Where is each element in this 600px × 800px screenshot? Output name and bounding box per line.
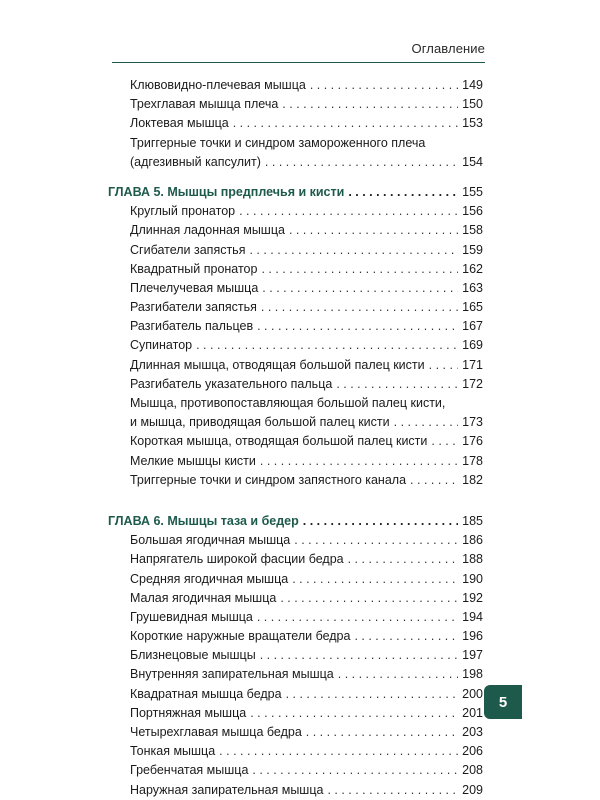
- entry-page-number: 208: [462, 763, 483, 778]
- dot-leader: [306, 723, 458, 742]
- toc-entry[interactable]: [108, 202, 483, 221]
- dot-leader: [261, 298, 458, 317]
- entry-page-number: 149: [462, 78, 483, 92]
- entry-title: Длинная мышца, отводящая большой палец кисти: [130, 357, 425, 372]
- entry-title: Напрягатель широкой фасции бедра: [130, 552, 344, 567]
- dot-leader: [257, 608, 458, 627]
- entry-title: Мелкие мышцы кисти: [130, 453, 256, 468]
- page-number-badge: 5: [484, 685, 522, 719]
- entry-title: (адгезивный капсулит): [130, 154, 261, 169]
- entry-title: Близнецовые мышцы: [130, 648, 256, 663]
- entry-page-number: 201: [462, 705, 483, 720]
- dot-leader: [336, 375, 458, 394]
- dot-leader: [252, 761, 458, 780]
- toc-entry[interactable]: [108, 279, 483, 298]
- entry-title: Разгибатели запястья: [130, 300, 257, 315]
- entry-title: Квадратная мышца бедра: [130, 686, 282, 701]
- entry-page-number: 156: [462, 204, 483, 219]
- entry-title: Малая ягодичная мышца: [130, 590, 277, 605]
- toc-entry[interactable]: [108, 76, 483, 95]
- dot-leader: [282, 95, 458, 114]
- toc-entry[interactable]: [108, 742, 483, 761]
- entry-page-number: 186: [462, 533, 483, 548]
- entry-page-number: 196: [462, 629, 483, 644]
- entry-page-number: 169: [462, 338, 483, 353]
- entry-title: Грушевидная мышца: [130, 609, 253, 624]
- dot-leader: [265, 153, 458, 172]
- toc-entry[interactable]: [108, 646, 483, 665]
- dot-leader: [249, 241, 458, 260]
- entry-title: и мышца, приводящая большой палец кисти: [130, 415, 390, 430]
- entry-title: Локтевая мышца: [130, 116, 229, 131]
- entry-page-number: 171: [462, 357, 483, 372]
- entry-page-number: 176: [462, 434, 483, 449]
- chapter-heading[interactable]: [108, 183, 483, 202]
- toc-entry[interactable]: [108, 375, 483, 394]
- entry-title: Разгибатель пальцев: [130, 319, 254, 334]
- dot-leader: [294, 531, 458, 550]
- toc-entry[interactable]: [108, 589, 483, 608]
- toc-entry[interactable]: [108, 95, 483, 114]
- header-rule: [112, 62, 485, 63]
- toc-entry[interactable]: [108, 608, 483, 627]
- toc-entry[interactable]: [108, 221, 483, 240]
- entry-page-number: 159: [462, 242, 483, 257]
- dot-leader: [429, 356, 459, 375]
- entry-page-number: 206: [462, 744, 483, 759]
- dot-leader: [262, 279, 458, 298]
- entry-title: Сгибатели запястья: [130, 242, 246, 257]
- toc-entry[interactable]: [108, 114, 483, 133]
- entry-title: Портняжная мышца: [130, 705, 247, 720]
- entry-title: Триггерные точки и синдром замороженного плеча: [130, 135, 426, 150]
- dot-leader: [233, 114, 458, 133]
- dot-leader: [310, 76, 458, 95]
- entry-page-number: 198: [462, 667, 483, 682]
- entry-title: Большая ягодичная мышца: [130, 533, 291, 548]
- entry-title: Триггерные точки и синдром запястного канала: [130, 472, 407, 487]
- entry-page-number: 178: [462, 453, 483, 468]
- dot-leader: [348, 550, 459, 569]
- toc-entry[interactable]: [108, 761, 483, 780]
- toc-entry[interactable]: [108, 336, 483, 355]
- entry-page-number: 197: [462, 648, 483, 663]
- toc-entry[interactable]: [108, 432, 483, 451]
- entry-page-number: 200: [462, 686, 483, 701]
- dot-leader: [354, 627, 458, 646]
- toc-entry[interactable]: [108, 356, 483, 375]
- entry-page-number: 163: [462, 280, 483, 295]
- toc-entry[interactable]: [108, 241, 483, 260]
- toc-entry[interactable]: [108, 531, 483, 550]
- entry-title: Средняя ягодичная мышца: [130, 571, 289, 586]
- dot-leader: [394, 413, 459, 432]
- entry-page-number: 162: [462, 261, 483, 276]
- toc-entry[interactable]: [108, 627, 483, 646]
- entry-page-number: 188: [462, 552, 483, 567]
- entry-page-number: 158: [462, 223, 483, 238]
- entry-title: Тонкая мышца: [130, 744, 216, 759]
- dot-leader: [261, 260, 458, 279]
- dot-leader: [260, 452, 458, 471]
- entry-page-number: 194: [462, 609, 483, 624]
- entry-page-number: 185: [462, 513, 483, 528]
- entry-page-number: 150: [462, 97, 483, 112]
- entry-title: Гребенчатая мышца: [130, 763, 249, 778]
- dot-leader: [348, 183, 458, 202]
- toc-entry[interactable]: [108, 723, 483, 742]
- dot-leader: [327, 781, 458, 800]
- dot-leader: [410, 471, 458, 490]
- dot-leader: [257, 317, 458, 336]
- section-gap: [108, 172, 483, 183]
- table-of-contents: [108, 76, 483, 800]
- dot-leader: [196, 336, 458, 355]
- dot-leader: [431, 432, 458, 451]
- toc-entry[interactable]: [108, 570, 483, 589]
- entry-page-number: 182: [462, 472, 483, 487]
- toc-entry[interactable]: [108, 685, 483, 704]
- toc-entry[interactable]: [108, 298, 483, 317]
- toc-entry[interactable]: [108, 781, 483, 800]
- dot-leader: [219, 742, 458, 761]
- entry-title: Клювовидно-плечевая мышца: [130, 78, 306, 92]
- entry-page-number: 190: [462, 571, 483, 586]
- entry-title: Супинатор: [130, 338, 193, 353]
- entry-page-number: 173: [462, 415, 483, 430]
- dot-leader: [289, 221, 458, 240]
- entry-title: ГЛАВА 6. Мышцы таза и бедер: [108, 513, 299, 528]
- dot-leader: [280, 589, 458, 608]
- entry-title: Короткая мышца, отводящая большой палец кисти: [130, 434, 428, 449]
- toc-entry[interactable]: [108, 153, 483, 172]
- toc-entry[interactable]: [108, 471, 483, 490]
- entry-page-number: 203: [462, 725, 483, 739]
- entry-title: Разгибатель указательного пальца: [130, 376, 333, 391]
- toc-entry[interactable]: [108, 704, 483, 723]
- toc-entry[interactable]: [108, 452, 483, 471]
- dot-leader: [239, 202, 458, 221]
- toc-entry[interactable]: [108, 413, 483, 432]
- dot-leader: [260, 646, 458, 665]
- running-head: Оглавление: [411, 41, 485, 56]
- entry-title: Четырехглавая мышца бедра: [130, 725, 302, 739]
- dot-leader: [338, 665, 458, 684]
- entry-title: Длинная ладонная мышца: [130, 223, 285, 238]
- toc-entry[interactable]: [108, 550, 483, 569]
- entry-page-number: 155: [462, 184, 483, 199]
- entry-title: Квадратный пронатор: [130, 261, 258, 276]
- entry-page-number: 209: [462, 782, 483, 797]
- entry-page-number: 172: [462, 376, 483, 391]
- entry-title: ГЛАВА 5. Мышцы предплечья и кисти: [108, 184, 345, 199]
- entry-title: Круглый пронатор: [130, 204, 236, 219]
- section-gap: [108, 490, 483, 512]
- entry-title: Наружная запирательная мышца: [130, 782, 324, 797]
- entry-title: Короткие наружные вращатели бедра: [130, 629, 351, 644]
- dot-leader: [286, 685, 459, 704]
- entry-title: Внутренняя запирательная мышца: [130, 667, 334, 682]
- entry-page-number: 192: [462, 590, 483, 605]
- entry-page-number: 167: [462, 319, 483, 334]
- chapter-heading[interactable]: [108, 512, 483, 531]
- entry-page-number: 154: [462, 154, 483, 169]
- toc-entry-line[interactable]: [108, 134, 483, 153]
- dot-leader: [250, 704, 458, 723]
- toc-entry-line[interactable]: [108, 394, 483, 413]
- dot-leader: [303, 512, 458, 531]
- toc-entry[interactable]: [108, 260, 483, 279]
- entry-title: Плечелучевая мышца: [130, 280, 259, 295]
- entry-title: Мышца, противопоставляющая большой палец кисти,: [130, 396, 446, 410]
- toc-entry[interactable]: [108, 317, 483, 336]
- toc-entry[interactable]: [108, 665, 483, 684]
- entry-title: Трехглавая мышца плеча: [130, 97, 279, 112]
- entry-page-number: 165: [462, 300, 483, 315]
- dot-leader: [292, 570, 458, 589]
- entry-page-number: 153: [462, 116, 483, 131]
